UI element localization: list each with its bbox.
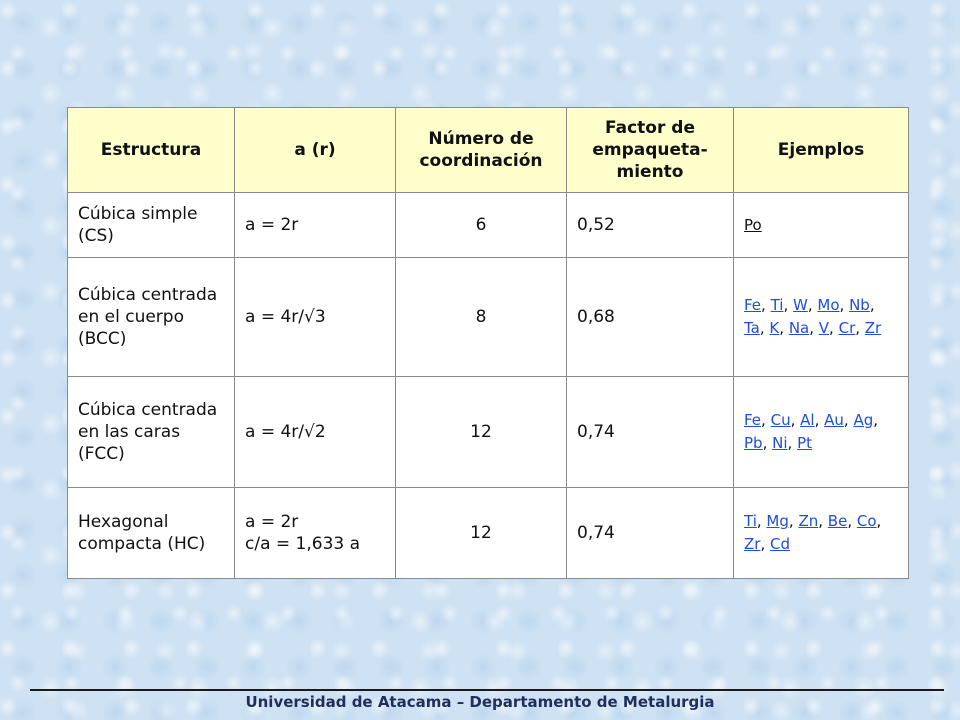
cell-factor: 0,52 [567,193,734,258]
element-link[interactable]: K [769,319,780,337]
cell-factor: 0,74 [567,488,734,579]
cell-ejemplos [734,193,909,258]
header-factor-empaquetamiento: Factor de empaqueta-miento [567,108,734,193]
element-link[interactable]: Zn [798,512,819,530]
cell-ejemplos: Fe, Cu, Al, Au, Ag, Pb, Ni, Pt [734,377,909,488]
element-link[interactable]: Ti [770,296,784,314]
header-estructura: Estructura [68,108,235,193]
cell-a-line: a = 2r [245,512,299,532]
footer-text: Universidad de Atacama – Departamento de Metalurgia [245,693,715,711]
element-link[interactable]: Zr [744,535,761,553]
table-header-row [68,108,909,193]
element-link[interactable]: Al [800,411,815,429]
element-link[interactable]: Po [744,215,762,234]
element-link[interactable]: Cu [770,411,791,429]
table-row [68,377,909,488]
element-link[interactable]: Ni [772,434,788,452]
cell-numero: 8 [396,258,567,377]
cell-estructura: Hexagonal compacta (HC) [68,488,235,579]
element-link[interactable]: Zr [864,319,882,337]
table-row [68,258,909,377]
cell-numero: 12 [396,377,567,488]
element-link[interactable]: Ta [744,319,760,337]
cell-factor: 0,68 [567,258,734,377]
element-link[interactable]: Cr [838,319,856,337]
header-a-r: a (r) [235,108,396,193]
element-link[interactable]: Na [788,319,810,337]
element-link[interactable]: Mg [766,512,789,530]
element-link[interactable]: Pb [744,434,763,452]
element-link[interactable]: Fe [744,296,762,314]
cell-a-line: c/a = 1,633 a [245,534,361,554]
element-link[interactable]: Mo [817,296,840,314]
table-row [68,488,909,579]
element-link[interactable]: W [793,296,808,314]
cell-estructura: Cúbica centrada en el cuerpo (BCC) [68,258,235,377]
cell-ejemplos: Ti, Mg, Zn, Be, Co, Zr, Cd [734,488,909,579]
element-link[interactable]: V [818,319,830,337]
cell-a: a = 4r/√3 [235,258,396,377]
element-link[interactable]: Ag [853,411,874,429]
cell-numero: 12 [396,488,567,579]
element-link[interactable]: Ti [744,512,757,530]
element-link[interactable]: Fe [744,411,762,429]
footer-divider [30,689,944,691]
element-link[interactable]: Pt [797,434,812,452]
element-link[interactable]: Nb [849,296,870,314]
element-link[interactable]: Be [827,512,848,530]
cell-estructura: Cúbica simple (CS) [68,193,235,258]
element-link[interactable]: Au [824,411,844,429]
element-link[interactable]: Co [856,512,877,530]
structures-table-wrapper [67,107,909,579]
cell-ejemplos: Fe, Ti, W, Mo, Nb, Ta, K, Na, V, Cr, Zr [734,258,909,377]
cell-a: a = 4r/√2 [235,377,396,488]
cell-a: a = 2r [235,193,396,258]
cell-a [235,488,396,579]
header-numero-coordinacion: Número de coordinación [396,108,567,193]
element-link[interactable]: Cd [770,535,790,553]
header-ejemplos: Ejemplos [734,108,909,193]
table-row [68,193,909,258]
cell-estructura: Cúbica centrada en las caras (FCC) [68,377,235,488]
crystal-structures-table [67,107,909,579]
cell-factor: 0,74 [567,377,734,488]
cell-numero: 6 [396,193,567,258]
